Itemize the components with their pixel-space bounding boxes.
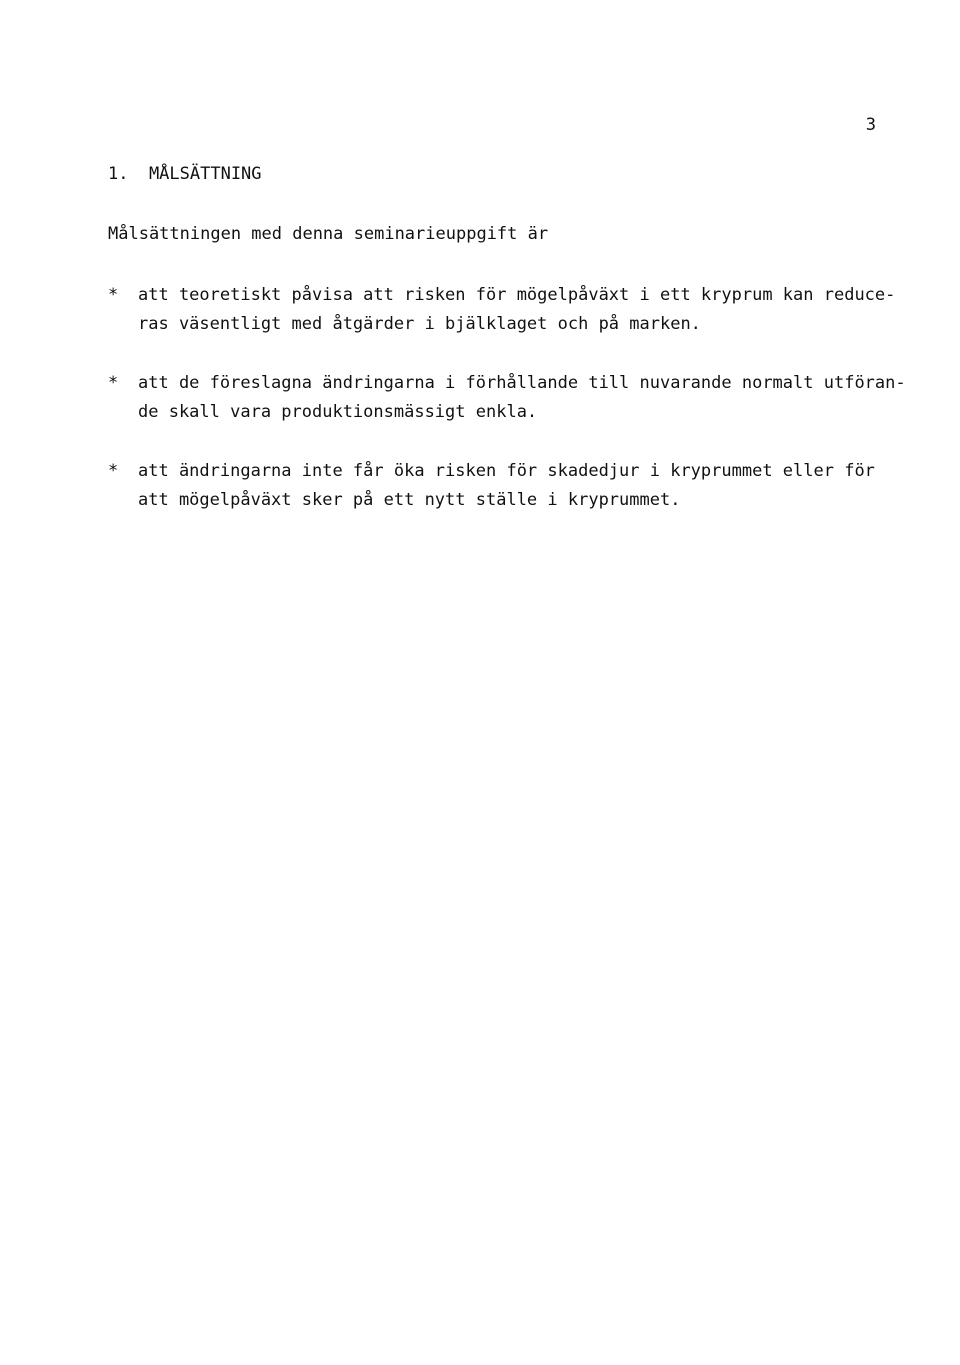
list-item-line: ras väsentligt med åtgärder i bjälklaget och på marken. — [138, 314, 701, 334]
section-heading: 1. MÅLSÄTTNING — [108, 164, 262, 184]
list-item-line: att mögelpåväxt sker på ett nytt ställe i kryprummet. — [138, 490, 681, 510]
list-item-line: att teoretiskt påvisa att risken för mögelpåväxt i ett kryprum kan reduce- — [138, 285, 896, 305]
list-item-line: de skall vara produktionsmässigt enkla. — [138, 402, 538, 422]
list-item-line: att ändringarna inte får öka risken för skadedjur i kryprummet eller för — [138, 461, 875, 481]
intro-paragraph: Målsättningen med denna seminarieuppgift är — [108, 224, 549, 244]
list-item — [108, 457, 888, 515]
asterisk-marker: * — [108, 373, 119, 393]
asterisk-marker: * — [108, 461, 119, 481]
asterisk-marker: * — [108, 285, 119, 305]
list-item — [108, 281, 896, 339]
list-item-line: att de föreslagna ändringarna i förhållande till nuvarande normalt utföran- — [138, 373, 906, 393]
list-item — [108, 369, 906, 427]
goal-list — [108, 281, 906, 545]
page-number: 3 — [865, 115, 876, 135]
